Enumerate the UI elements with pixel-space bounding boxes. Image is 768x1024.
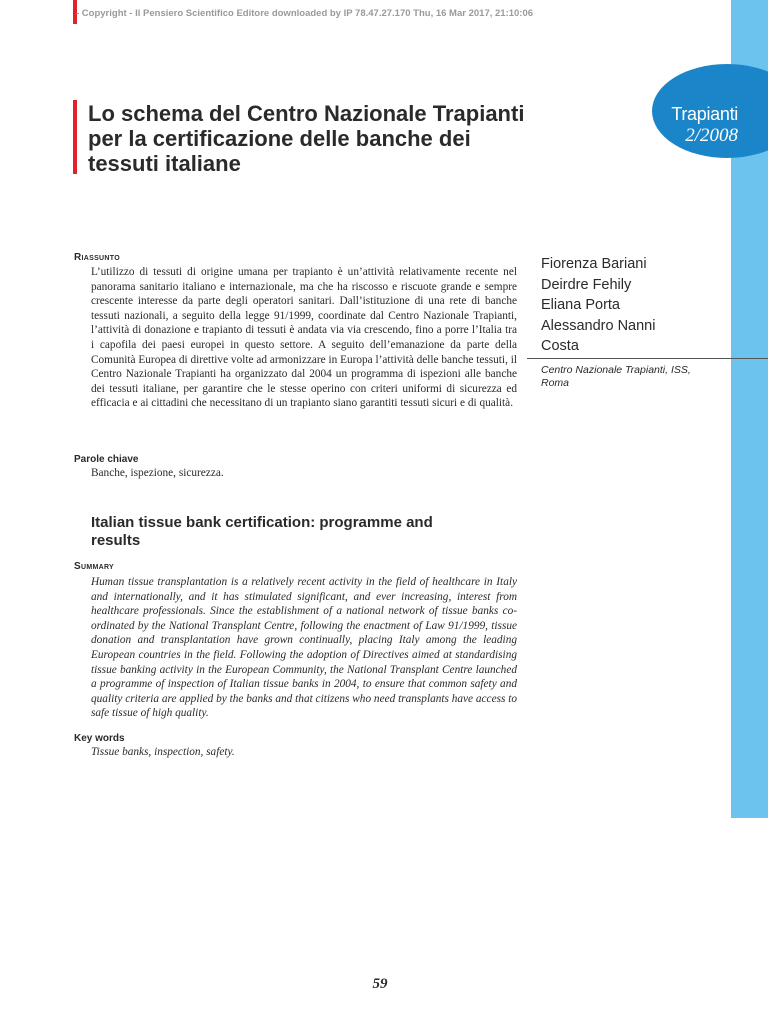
affiliation: Centro Nazionale Trapianti, ISS, Roma — [541, 364, 691, 389]
keywords-heading: Key words — [74, 733, 125, 744]
parole-chiave-text: Banche, ispezione, sicurezza. — [91, 467, 224, 479]
riassunto-heading: Riassunto — [74, 252, 120, 263]
author-name: Eliana Porta — [541, 297, 620, 313]
journal-issue: 2/2008 — [685, 125, 738, 146]
author-list — [541, 254, 721, 357]
keywords-text: Tissue banks, inspection, safety. — [91, 746, 235, 758]
author-name: Alessandro Nanni — [541, 317, 656, 334]
article-title: Lo schema del Centro Nazionale Trapianti per la certificazione delle banche dei tessuti italiane — [88, 101, 525, 176]
english-title: Italian tissue bank certification: programme and results — [91, 514, 433, 549]
summary-heading: Summary — [74, 561, 115, 572]
author-divider — [527, 358, 768, 359]
author-name: Costa — [541, 338, 579, 354]
author-name: Fiorenza Bariani — [541, 256, 647, 272]
title-accent-rule — [73, 100, 77, 174]
journal-name: Trapianti — [671, 104, 738, 124]
author-name: Deirdre Fehily — [541, 276, 632, 293]
parole-chiave-heading: Parole chiave — [74, 454, 139, 465]
summary-text: Human tissue transplantation is a relatively recent activity in the field of healthcare in Italy and internationally, and it has stimulated significant, and ever increasing, interest from healthcare professionals. Since the establishment of a national network of tissue banks co-ordinated by the National Transplant Centre, following the enactment of Law 91/1999, tissue donation and transplantation have grown continually, placing Italy among the leading European countries in the field. Following the adoption of Directives aimed at standardising tissue banking activity in the European Community, the National Transplant Centre launched a programme of inspection of Italian tissue banks in 2004, to ensure that common safety and quality criteria are applied by the banks and that citizens who need transplants have access to safe tissue of high quality. — [91, 576, 517, 720]
copyright-notice: - Copyright - Il Pensiero Scientifico Editore downloaded by IP 78.47.27.170 Thu, 16 Mar 2017, 21:10:06 — [76, 8, 534, 19]
page-number: 59 — [372, 976, 388, 992]
riassunto-text: L’utilizzo di tessuti di origine umana per trapianto è un’attività relativamente recente nel panorama sanitario italiano e internazionale, ma che ha riscosso e riscuote grande e sempre crescente interesse da parte degli operatori sanitari. Dall’istituzione di una rete di banche tessuti nazionali, a seguito della legge 91/1999, coordinate dal Centro Nazionale Trapianti, l’attività di donazione e trapianto di tessuti è andata via via crescendo, fino a porre l’Italia tra i capofila dei paesi europei in questo settore. A seguito dell’emanazione da parte della Comunità Europea di direttive volte ad armonizzare in Europa l’attività delle banche tessuti, il Centro Nazionale Trapianti ha organizzato dal 2004 un programma di ispezioni alle banche dei tessuti italiane, per garantire che le stesse operino con criteri uniformi di sicurezza ed efficacia e ai cittadini che necessitano di un trapianto siano garantiti tessuti sicuri e di qualità. — [91, 266, 517, 410]
